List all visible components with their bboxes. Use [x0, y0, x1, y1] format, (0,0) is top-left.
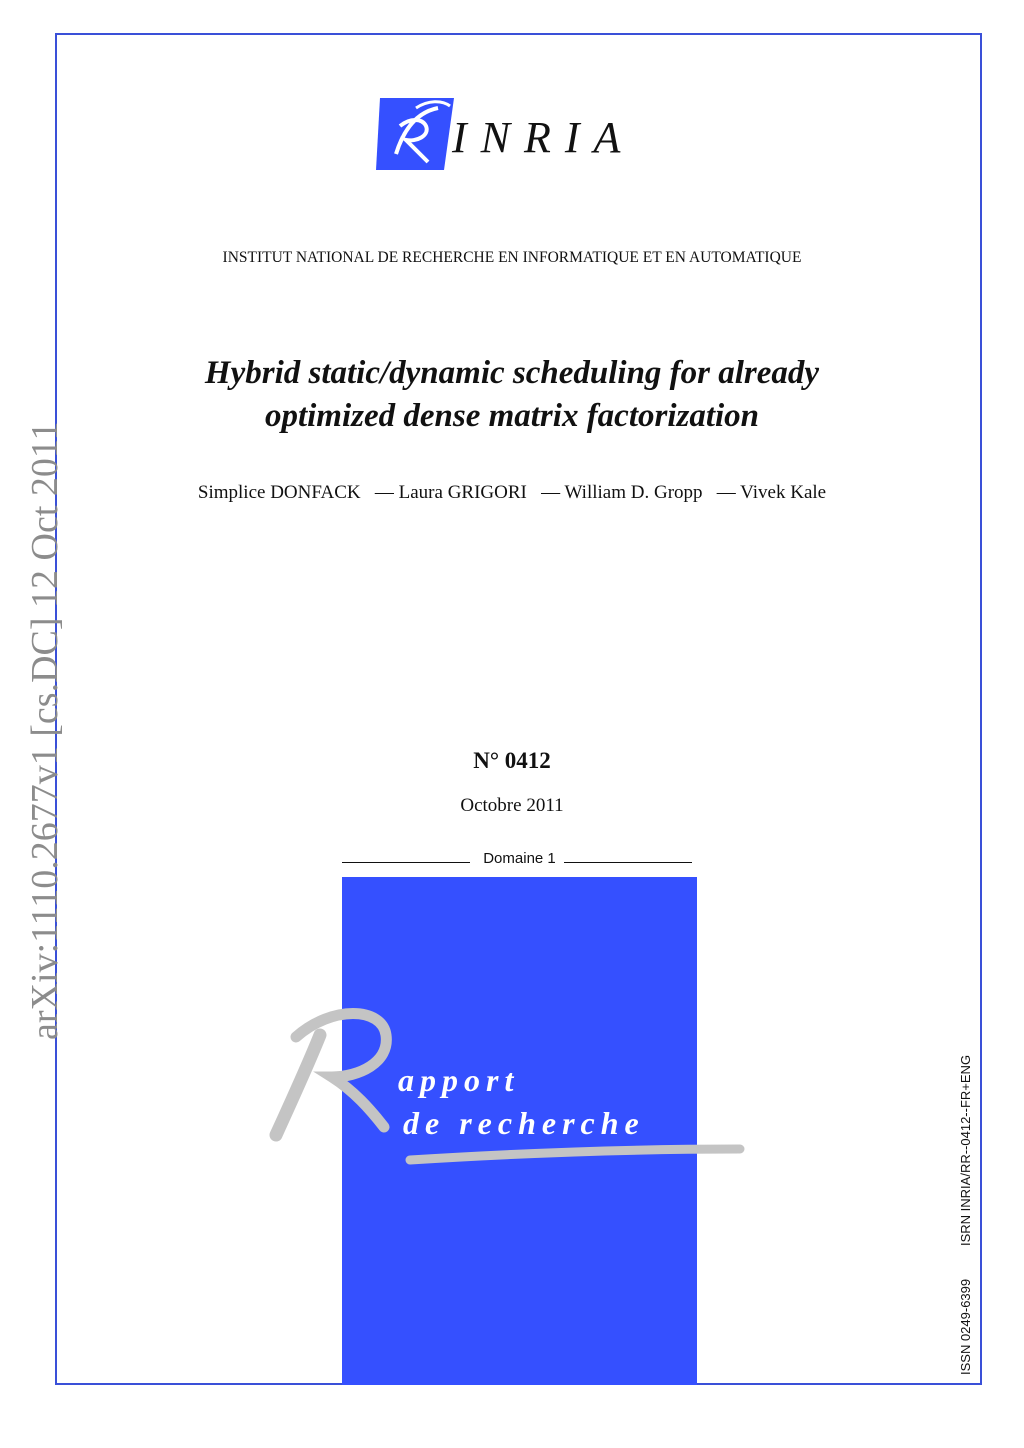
domain-label: Domaine 1	[483, 850, 556, 867]
issn-label: ISSN 0249-6399	[958, 1278, 973, 1375]
domain-rule-right	[564, 862, 692, 863]
report-date: Octobre 2011	[460, 795, 564, 816]
report-title	[0, 352, 1024, 438]
series-title-line-2: de recherche	[403, 1105, 645, 1141]
inria-wordmark: INRIA	[452, 113, 635, 162]
report-number: N° 0412	[473, 748, 551, 773]
report-title-line-2: optimized dense matrix factorization	[264, 398, 760, 434]
author-list: Simplice DONFACK — Laura GRIGORI — William D. Gropp — Vivek Kale	[197, 482, 827, 503]
report-title-line-1: Hybrid static/dynamic scheduling for already	[204, 355, 820, 391]
arxiv-stamp: arXiv:1110.2677v1 [cs.DC] 12 Oct 2011	[24, 421, 66, 1040]
series-title-line-1: apport	[398, 1062, 520, 1098]
isrn-label: ISRN INRIA/RR--0412--FR+ENG	[958, 1054, 973, 1246]
institute-name: INSTITUT NATIONAL DE RECHERCHE EN INFORMATIQUE ET EN AUTOMATIQUE	[222, 249, 802, 266]
